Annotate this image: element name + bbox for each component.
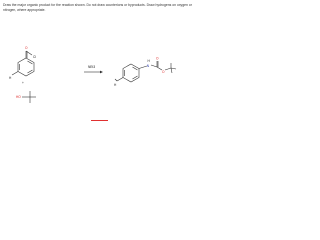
alcohol-oh-label: HO bbox=[16, 95, 21, 99]
carbonyl-oxygen-label: O bbox=[25, 46, 28, 50]
methyl-substituent bbox=[12, 72, 18, 76]
product-ester-oxygen-label: O bbox=[162, 70, 165, 74]
product-methyl-substituent bbox=[117, 78, 123, 82]
answer-underline[interactable] bbox=[91, 120, 108, 121]
reaction-arrowhead bbox=[100, 71, 103, 74]
ring-to-nitrogen-bond bbox=[139, 66, 147, 69]
product-methyl-label: H bbox=[114, 83, 117, 87]
question-instructions: Draw the major organic product for the reaction shown. Do not draw counterions or byproducts. Draw hydrogens on oxygen or nitrogen, where appropriate. bbox=[3, 3, 192, 12]
plus-sign: + bbox=[22, 81, 24, 85]
nh-hydrogen-label: H bbox=[147, 59, 150, 63]
benzene-ring bbox=[18, 58, 34, 76]
reagent-label: NEt3 bbox=[88, 65, 96, 69]
product-benzene-ring bbox=[123, 64, 139, 82]
nitrogen-to-carbonyl-bond bbox=[151, 65, 157, 67]
tert-butyl-bond bbox=[165, 68, 171, 70]
methyl-label: H bbox=[9, 76, 12, 80]
product-carbonyl-oxygen-label: O bbox=[156, 56, 159, 61]
product-structure bbox=[115, 61, 176, 82]
reactant-acid-chloride bbox=[12, 51, 37, 76]
chlorine-label: Cl bbox=[33, 55, 37, 59]
nitrogen-label: N bbox=[146, 64, 150, 68]
reactant-alcohol bbox=[22, 91, 36, 103]
